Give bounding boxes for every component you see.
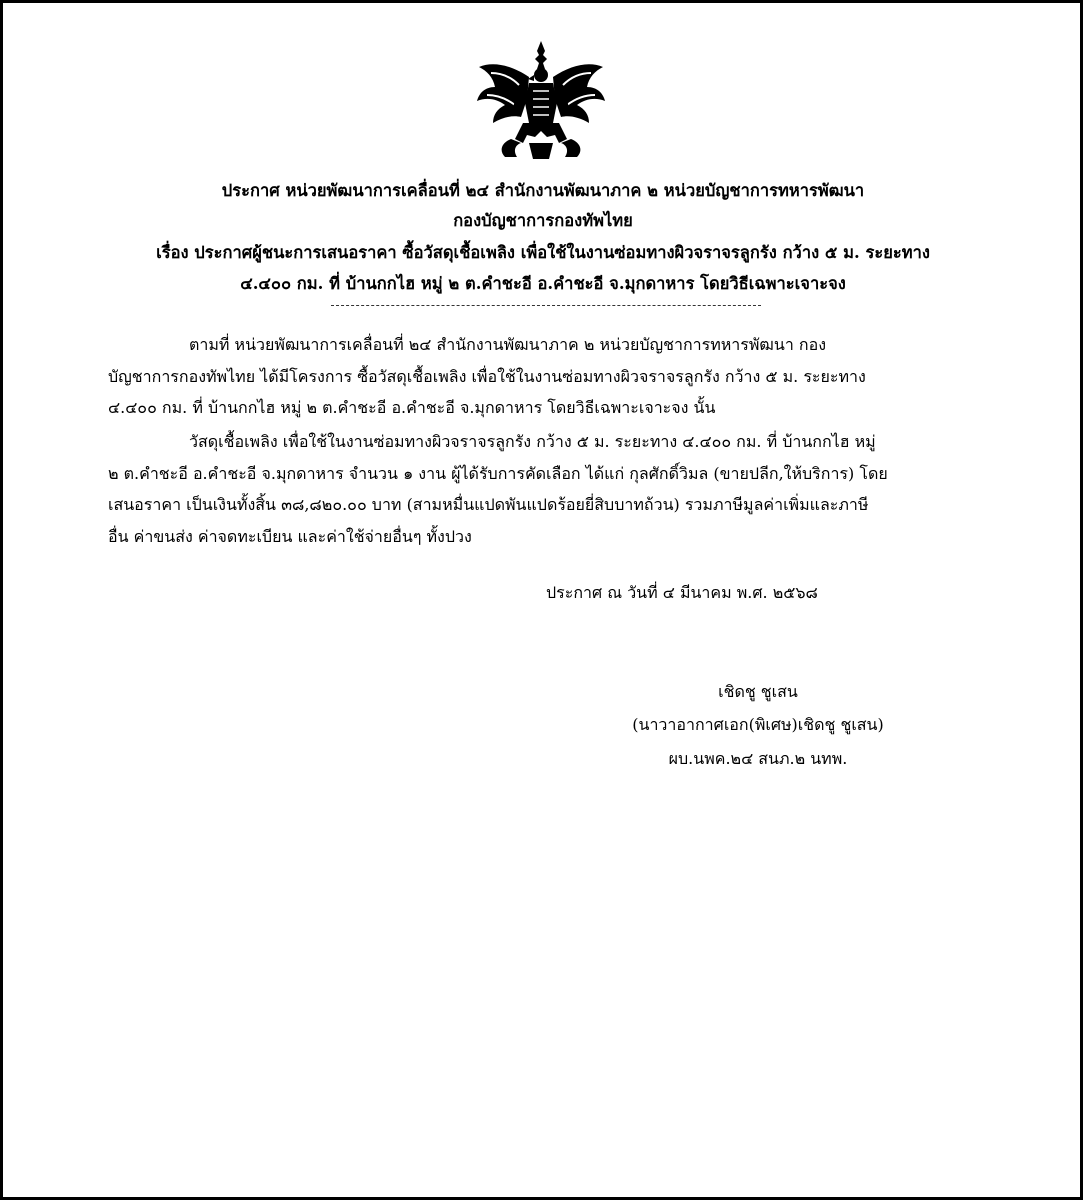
signature-position: ผบ.นพค.๒๔ สนภ.๒ นทพ. [668, 749, 848, 768]
body-paragraph-2-line-3: เสนอราคา เป็นเงินทั้งสิ้น ๓๘,๘๒๐.๐๐ บาท (สามหมื่นแปดพันแปดร้อยยี่สิบบาทถ้วน) รวมภาษีมูลค่าเพิ่มและภาษี [108, 495, 869, 514]
announcement-organization: กองบัญชาการกองทัพไทย [453, 211, 633, 230]
body-paragraph-2-line-2: ๒ ต.คำชะอี อ.คำชะอี จ.มุกดาหาร จำนวน ๑ งาน ผู้ได้รับการคัดเลือก ได้แก่ กุลศักดิ์วิมล (ขายปลีก,ให้บริการ) โดย [108, 464, 888, 483]
announcement-subject: เรื่อง ประกาศผู้ชนะการเสนอราคา ซื้อวัสดุเชื้อเพลิง เพื่อใช้ในงานซ่อมทางผิวจราจรลูกรัง กว้าง ๕ ม. ระยะทาง [156, 243, 930, 262]
body-paragraph-1-line-1: ตามที่ หน่วยพัฒนาการเคลื่อนที่ ๒๔ สำนักงานพัฒนาภาค ๒ หน่วยบัญชาการทหารพัฒนา กอง [189, 335, 826, 354]
body-paragraph-1-line-3: ๔.๔๐๐ กม. ที่ บ้านกกไฮ หมู่ ๒ ต.คำชะอี อ.คำชะอี จ.มุกดาหาร โดยวิธีเฉพาะเจาะจง นั้น [108, 398, 716, 417]
body-paragraph-2-line-1: วัสดุเชื้อเพลิง เพื่อใช้ในงานซ่อมทางผิวจราจรลูกรัง กว้าง ๕ ม. ระยะทาง ๔.๔๐๐ กม. ที่ บ้านกกไฮ หมู่ [189, 432, 876, 451]
announcement-title: ประกาศ หน่วยพัฒนาการเคลื่อนที่ ๒๔ สำนักงานพัฒนาภาค ๒ หน่วยบัญชาการทหารพัฒนา [221, 181, 865, 200]
announcement-subject-continued: ๔.๔๐๐ กม. ที่ บ้านกกไฮ หมู่ ๒ ต.คำชะอี อ.คำชะอี จ.มุกดาหาร โดยวิธีเฉพาะเจาะจง [240, 274, 846, 293]
dashed-divider [331, 305, 761, 306]
body-paragraph-1-line-2: บัญชาการกองทัพไทย ได้มีโครงการ ซื้อวัสดุเชื้อเพลิง เพื่อใช้ในงานซ่อมทางผิวจราจรลูกรัง กว้าง ๕ ม. ระยะทาง [108, 367, 866, 386]
signature-full-name: (นาวาอากาศเอก(พิเศษ)เชิดชู ชูเสน) [632, 715, 884, 734]
signature-signed-name: เชิดชู ชูเสน [718, 682, 798, 701]
body-paragraph-2-line-4: อื่น ค่าขนส่ง ค่าจดทะเบียน และค่าใช้จ่ายอื่นๆ ทั้งปวง [108, 527, 472, 546]
garuda-emblem-icon [471, 39, 611, 161]
announcement-date: ประกาศ ณ วันที่ ๔ มีนาคม พ.ศ. ๒๕๖๘ [546, 583, 818, 602]
